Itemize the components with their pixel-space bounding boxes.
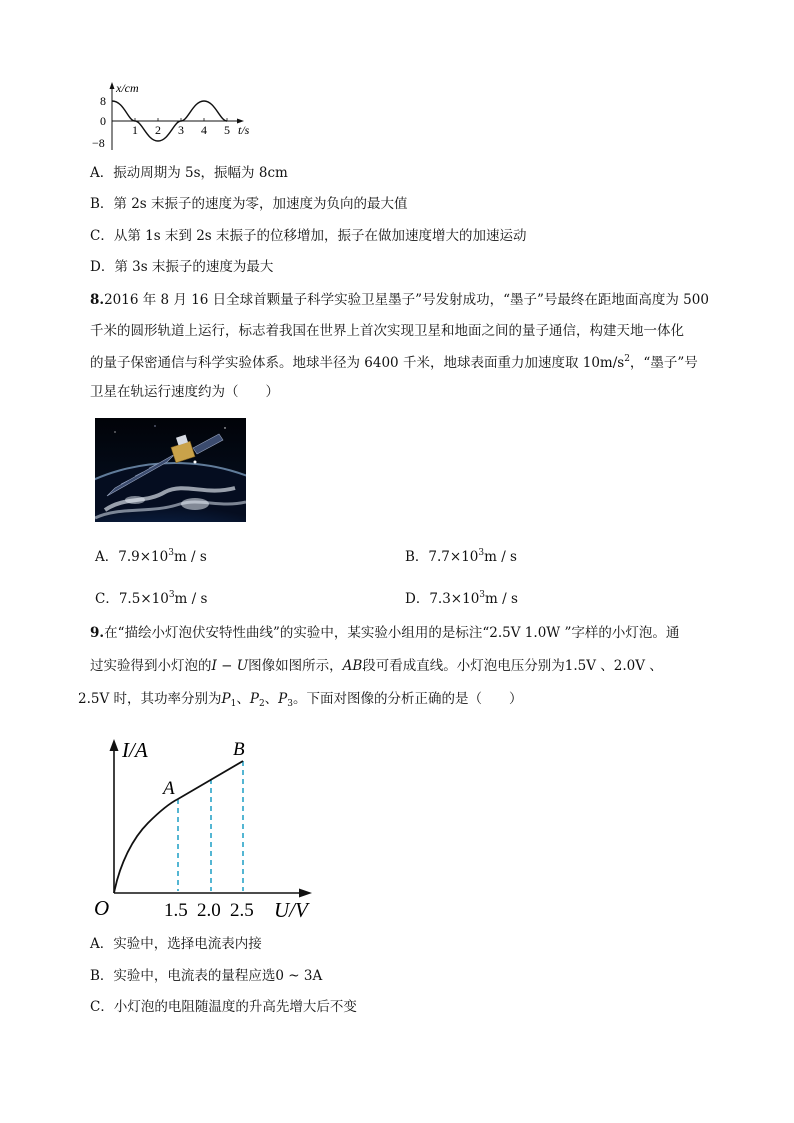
q9-text-2b: 图像如图所示， [248,658,343,674]
x-tick-2-0: 2.0 [197,900,221,921]
q9-option-b: B．实验中，电流表的量程应选0 ~ 3A [90,968,323,984]
q8-option-c-unit: m / s [174,591,208,607]
q8-option-d-exp: 3 [479,590,486,600]
q9-p1: P [221,691,231,707]
y-axis-label: x/cm [116,81,139,95]
q9-sep-1: 、 [236,691,250,707]
x-tick-2: 2 [155,123,161,137]
q8-option-d-mant: 7.3×10 [429,591,480,607]
q8-option-b-mant: 7.7×10 [428,549,479,565]
q7-option-a: A．振动周期为 5s，振幅为 8cm [90,165,288,181]
q9-text-3a: 2.5V 时，其功率分别为 [78,691,222,707]
x-tick-1-5: 1.5 [164,900,188,921]
q9-iu: I − U [211,658,249,674]
q7-option-b: B．第 2s 末振子的速度为零，加速度为负向的最大值 [90,196,408,212]
q8-option-c-mant: 7.5×10 [118,591,169,607]
x-tick-4: 4 [201,123,207,137]
q8-option-c-label: C． [95,591,119,607]
q7-option-d: D．第 3s 末振子的速度为最大 [90,259,274,275]
q9-p3: P [278,691,288,707]
y-tick-8: 8 [100,94,106,108]
iu-graph [88,733,328,923]
q9-text-1: 在“描绘小灯泡伏安特性曲线”的实验中，某实验小组用的是标注“2.5V 1.0W ”字样的小灯泡。通 [104,625,680,641]
q8-option-c [95,589,207,609]
q8-option-a-label: A． [95,549,119,565]
x-axis-label: t/s [238,123,250,137]
x-axis-label: U/V [274,898,308,922]
x-tick-5: 5 [224,123,230,137]
q8-option-b-label: B． [405,549,429,565]
q8-option-a [95,547,207,567]
point-a-label: A [163,778,175,799]
q8-line-2: 千米的圆形轨道上运行，标志着我国在世界上首次实现卫星和地面之间的量子通信，构建天地一体化 [90,323,684,339]
q9-line-2 [90,656,663,676]
q8-option-c-exp: 3 [168,590,175,600]
q8-line-1 [90,290,709,310]
q9-line-3 [78,689,523,709]
q8-option-d-label: D． [405,591,430,607]
x-tick-1: 1 [132,123,138,137]
q8-option-a-unit: m / s [173,549,207,565]
q8-line-3 [90,353,698,373]
q9-option-c: C．小灯泡的电阻随温度的升高先增大后不变 [90,999,357,1015]
q9-line-1 [90,623,679,643]
x-tick-3: 3 [178,123,184,137]
q8-option-b-unit: m / s [484,549,517,565]
q8-text-3a: 的量子保密通信与科学实验体系。地球半径为 6400 千米，地球表面重力加速度取 10m/s [90,355,625,371]
q9-number: 9. [90,625,105,641]
q8-number: 8. [90,292,105,308]
q9-text-3b: 。下面对图像的分析正确的是（ ） [293,691,523,707]
displacement-time-graph [92,80,262,155]
q8-option-a-mant: 7.9×10 [118,549,169,565]
q8-sup: 2 [624,354,630,364]
y-tick-0: 0 [100,114,106,128]
origin-label: O [94,896,110,920]
q8-text-1: 2016 年 8 月 16 日全球首颗量子科学实验卫星墨子”号发射成功，“墨子”号最终在距地面高度为 500 [104,292,709,308]
q9-option-a: A．实验中，选择电流表内接 [90,936,262,952]
x-tick-2-5: 2.5 [230,900,254,921]
q8-line-4: 卫星在轨运行速度约为（ ） [90,384,279,400]
satellite-earth-image [95,418,246,522]
y-axis-label: I/A [122,738,148,762]
q8-option-b-exp: 3 [478,548,485,558]
q7-option-c: C．从第 1s 末到 2s 末振子的位移增加，振子在做加速度增大的加速运动 [90,228,527,244]
q8-option-b [405,547,517,567]
q9-sep-2: 、 [264,691,279,707]
point-b-label: B [233,739,245,760]
q8-option-d-unit: m / s [485,591,518,607]
y-tick-neg8: −8 [92,136,105,150]
q8-text-3b: ，“墨子”号 [629,355,698,371]
q8-option-d [405,589,518,609]
q9-p3-sub: 3 [287,699,293,709]
q9-p2-sub: 2 [258,699,265,709]
q9-p2: P [249,691,259,707]
q9-ab: AB [342,658,363,674]
q9-text-2c: 段可看成直线。小灯泡电压分别为1.5V 、2.0V 、 [362,658,663,674]
q8-option-a-exp: 3 [168,548,174,558]
q9-text-2a: 过实验得到小灯泡的 [90,658,212,674]
q9-p1-sub: 1 [230,699,237,709]
